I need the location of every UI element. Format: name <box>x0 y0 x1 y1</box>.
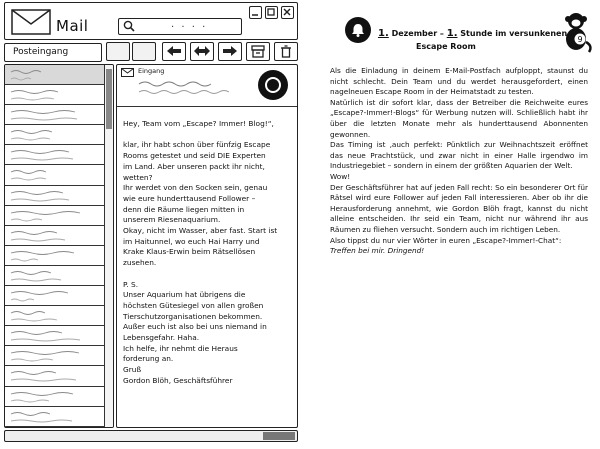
list-item[interactable] <box>5 186 104 206</box>
book-paragraph-1: Als die Einladung in deinem E-Mail-Postfach aufploppt, staunst du nicht schlecht. Dein Team und du werdet herausgefordert, einen nagelneuen Escape Room in der Heimatstadt zu testen. <box>330 66 588 97</box>
trash-icon <box>280 45 292 58</box>
arrow-right-icon <box>222 45 238 57</box>
forward-button[interactable] <box>218 42 242 61</box>
arrow-left-icon <box>166 45 182 57</box>
list-item[interactable] <box>5 306 104 326</box>
list-item-scribble <box>9 269 89 283</box>
list-item-scribble <box>9 229 89 243</box>
book-paragraph-5: Der Geschäftsführer hat auf jeden Fall recht: So ein besonderer Ort für Rätsel wird eure Follower auf jeden Fall interessieren. Aber ob ihr die Herausforderung annehmt, wie Gordon Blöh fragt, kannst du nicht alleine entscheiden. Ihr seid ein Team, nicht nur während ihr aus Räumen zu fliehen versucht. Sondern auch im richtigen Leben. <box>330 182 588 234</box>
message-list-rows <box>5 65 104 427</box>
minimize-button[interactable] <box>249 6 262 19</box>
book-paragraph-3: Das Timing ist ‚auch perfekt: Pünktlich zur Weihnachtszeit eröffnet das neue Prachtstück, und zwar nicht in einer Halle irgendwo im Industriegebiet – sondern in einem der größten Aquarien der Welt. <box>330 140 588 171</box>
monkey-number: 9 <box>577 35 583 44</box>
list-item-scribble <box>9 209 89 223</box>
close-button[interactable] <box>281 6 294 19</box>
list-item[interactable] <box>5 326 104 346</box>
mail-toolbar <box>4 42 298 64</box>
list-item-scribble <box>9 168 89 182</box>
chapter-subtitle: Escape Room <box>416 42 476 51</box>
book-paragraph-2: Natürlich ist dir sofort klar, dass der Betreiber die Reichweite eures „Escape?-Immer!-Blogs“ für Werbung nutzen will. Schließlich habt ihr über die letzten Monate mehr als hunderttausend Abonnenten gewonnen. <box>330 97 588 139</box>
list-item[interactable] <box>5 346 104 366</box>
list-item[interactable] <box>5 85 104 105</box>
list-item[interactable] <box>5 206 104 226</box>
app-title: Mail <box>56 17 89 35</box>
message-list-scrollbar[interactable] <box>104 65 113 427</box>
book-paragraph-6: Also tippst du nur vier Wörter in euren „Escape?-Immer!-Chat“: <box>330 235 562 245</box>
message-header <box>117 65 297 107</box>
list-item-scribble <box>9 128 89 142</box>
toolbar-blank-button-1[interactable] <box>106 42 130 61</box>
reply-all-button[interactable] <box>190 42 214 61</box>
list-item[interactable] <box>5 65 104 85</box>
list-item-scribble <box>9 88 89 102</box>
list-item[interactable] <box>5 105 104 125</box>
message-folder-label: Eingang <box>138 67 165 75</box>
list-item[interactable] <box>5 145 104 165</box>
horizontal-scrollbar[interactable] <box>4 430 298 442</box>
list-item-scribble <box>9 289 89 303</box>
monkey-icon <box>558 10 594 54</box>
scrollbar-thumb[interactable] <box>106 69 112 129</box>
search-input[interactable] <box>118 18 242 35</box>
list-item[interactable] <box>5 266 104 286</box>
list-item-scribble <box>9 249 89 263</box>
message-postscript: P. S. Unser Aquarium hat übrigens die höchsten Gütesiegel von allen großen Tierschutzorganisationen bekommen. Außer euch ist also bei uns niemand in Lebensgefahr. Haha. Ich helfe, ihr nehmt die Heraus forderung an. Gruß Gordon Blöh, Geschäftsführer <box>123 279 267 385</box>
chapter-title: Stunde im versunkenen <box>460 29 568 38</box>
archive-icon <box>251 45 265 58</box>
list-item-scribble <box>9 309 89 323</box>
envelope-icon <box>121 68 134 77</box>
maximize-button[interactable] <box>265 6 278 19</box>
message-greeting: Hey, Team vom „Escape? Immer! Blog!“, <box>123 119 274 128</box>
list-item[interactable] <box>5 125 104 145</box>
delete-button[interactable] <box>274 42 298 61</box>
list-item-scribble <box>9 108 89 122</box>
minimize-icon <box>250 7 260 17</box>
book-paragraph-4: Wow! <box>330 171 351 181</box>
bell-badge <box>345 17 371 43</box>
message-pane <box>116 64 298 428</box>
list-item[interactable] <box>5 165 104 185</box>
message-list <box>4 64 114 428</box>
chapter-hour-number: 1. <box>446 28 458 39</box>
maximize-icon <box>266 7 276 17</box>
list-item[interactable] <box>5 286 104 306</box>
list-item[interactable] <box>5 226 104 246</box>
list-item-scribble <box>9 410 89 424</box>
mail-titlebar <box>4 2 298 40</box>
folder-select[interactable]: Posteingang <box>4 43 102 62</box>
book-page <box>300 0 600 449</box>
list-item-scribble <box>9 189 89 203</box>
chapter-month: Dezember – <box>391 29 444 38</box>
book-text <box>330 66 588 257</box>
list-item-scribble <box>9 369 89 383</box>
bell-icon <box>350 22 366 38</box>
list-item[interactable] <box>5 246 104 266</box>
list-item[interactable] <box>5 387 104 407</box>
list-item-scribble <box>9 148 89 162</box>
list-item[interactable] <box>5 407 104 427</box>
sender-avatar <box>258 70 288 100</box>
list-item-scribble <box>9 390 89 404</box>
search-icon <box>123 20 135 32</box>
list-item-scribble <box>9 329 89 343</box>
back-button[interactable] <box>162 42 186 61</box>
close-icon <box>282 7 292 17</box>
mail-envelope-icon <box>11 9 51 35</box>
double-arrow-icon <box>193 45 211 57</box>
message-body <box>123 119 291 397</box>
sender-scribble <box>137 79 247 97</box>
archive-button[interactable] <box>246 42 270 61</box>
list-item-scribble <box>9 349 89 363</box>
list-item[interactable] <box>5 366 104 386</box>
list-item-scribble <box>9 68 89 82</box>
horizontal-scrollbar-thumb[interactable] <box>263 432 295 440</box>
book-signoff: Treffen bei mir. Dringend! <box>330 246 425 256</box>
toolbar-blank-button-2[interactable] <box>132 42 156 61</box>
search-placeholder: . . . . <box>171 19 208 30</box>
chapter-heading <box>378 28 567 39</box>
message-paragraph: klar, ihr habt schon über fünfzig Escape Rooms getestet und seid DIE Experten im Land. Aber unseren packt ihr nicht, wetten? Ihr werdet von den Socken sein, genau wie eure hunderttausend Follower – denn die Räume liegen mitten in unserem Riesenaquarium. Okay, nicht im Wasser, aber fast. Start ist im Haitunnel, wo euch Hai Harry und Krake Klaus-Erwin beim Rätsellösen zusehen. <box>123 140 278 268</box>
chapter-day-number: 1. <box>378 28 389 39</box>
